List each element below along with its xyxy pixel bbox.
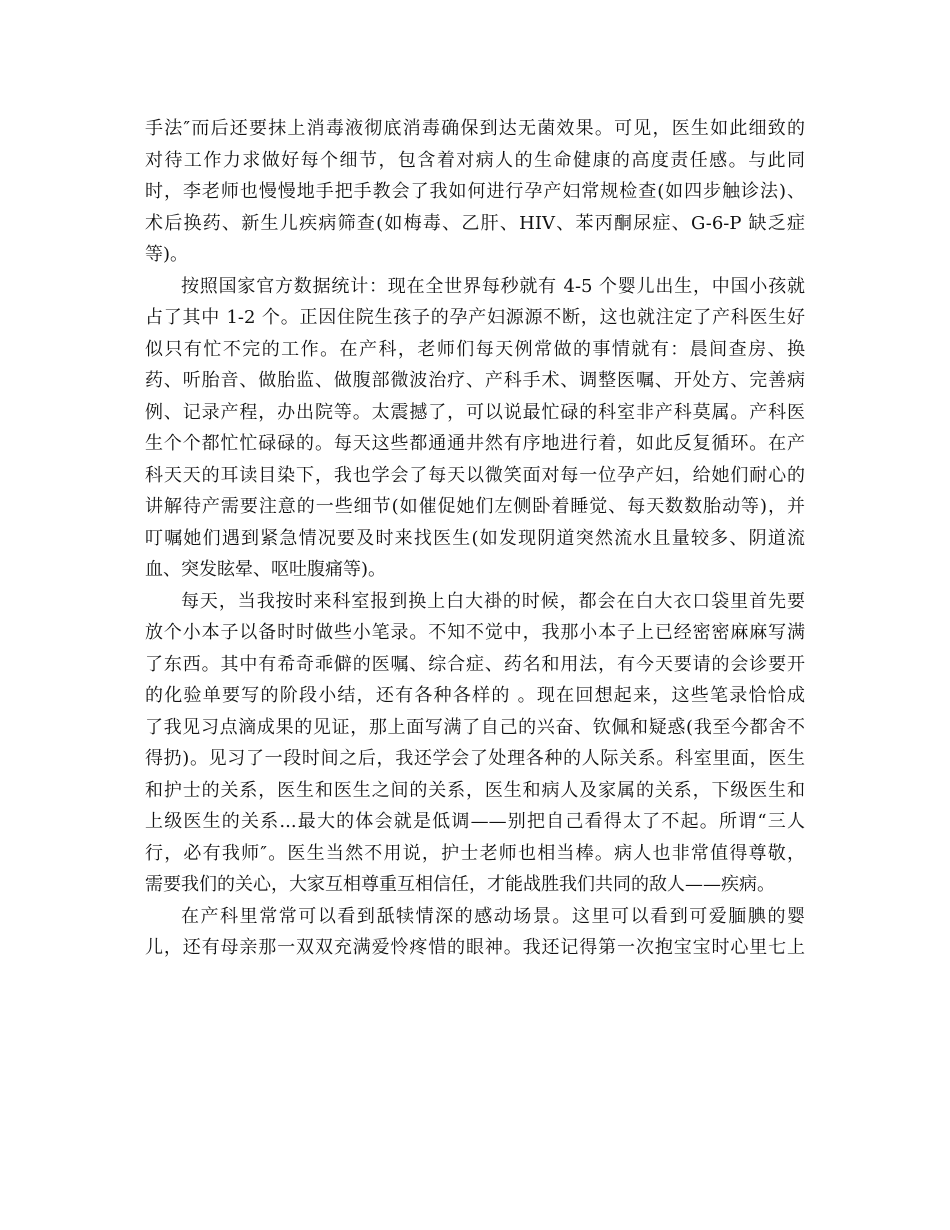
text-line: 儿，还有母亲那一双双充满爱怜疼惜的眼神。我还记得第一次抱宝宝时心里七上 bbox=[145, 937, 805, 958]
text-line: 需要我们的关心，大家互相尊重互相信任，才能战胜我们共同的敌人——疾病。 bbox=[145, 874, 775, 895]
text-line: 时，李老师也慢慢地手把手教会了我如何进行孕产妇常规检查(如四步触诊法)、 bbox=[145, 181, 805, 202]
text-line: 生个个都忙忙碌碌的。每天这些都通通井然有序地进行着，如此反复循环。在产 bbox=[145, 433, 805, 454]
text-line: 在产科里常常可以看到舐犊情深的感动场景。这里可以看到可爱腼腆的婴 bbox=[181, 905, 805, 927]
text-line: 似只有忙不完的工作。在产科，老师们每天例常做的事情就有：晨间查房、换 bbox=[145, 338, 805, 360]
text-line: 放个小本子以备时时做些小笔录。不知不觉中，我那小本子上已经密密麻麻写满 bbox=[145, 622, 805, 643]
text-line: 每天，当我按时来科室报到换上白大褂的时候，都会在白大衣口袋里首先要 bbox=[181, 590, 805, 612]
text-line: 血、突发眩晕、呕吐腹痛等)。 bbox=[145, 559, 387, 580]
document-body bbox=[145, 113, 805, 964]
text-line: 占了其中 1-2 个。正因住院生孩子的孕产妇源源不断，这也就注定了产科医生好 bbox=[145, 307, 805, 328]
text-line: 了我见习点滴成果的见证，那上面写满了自己的兴奋、钦佩和疑惑(我至今都舍不 bbox=[145, 716, 805, 738]
text-line: 等)。 bbox=[145, 244, 189, 265]
text-line: 药、听胎音、做胎监、做腹部微波治疗、产科手术、调整医嘱、开处方、完善病 bbox=[145, 370, 805, 391]
text-line: 手法″而后还要抹上消毒液彻底消毒确保到达无菌效果。可见，医生如此细致的 bbox=[145, 118, 805, 139]
text-line: 对待工作力求做好每个细节，包含着对病人的生命健康的高度责任感。与此同 bbox=[145, 149, 805, 171]
text-line: 得扔)。见习了一段时间之后，我还学会了处理各种的人际关系。科室里面，医生 bbox=[145, 748, 805, 769]
text-line: 叮嘱她们遇到紧急情况要及时来找医生(如发现阴道突然流水且量较多、阴道流 bbox=[145, 527, 805, 549]
text-line: 术后换药、新生儿疾病筛查(如梅毒、乙肝、HIV、苯丙酮尿症、G-6-P 缺乏症 bbox=[145, 212, 805, 234]
text-line: 和护士的关系，医生和医生之间的关系，医生和病人及家属的关系，下级医生和 bbox=[145, 779, 805, 801]
text-line: 行，必有我师″。医生当然不用说，护士老师也相当棒。病人也非常值得尊敬， bbox=[145, 842, 805, 864]
text-line: 按照国家官方数据统计：现在全世界每秒就有 4-5 个婴儿出生，中国小孩就 bbox=[181, 275, 805, 297]
text-line: 上级医生的关系...最大的体会就是低调——别把自己看得太了不起。所谓“三人 bbox=[145, 811, 805, 832]
text-line: 了东西。其中有希奇乖僻的医嘱、综合症、药名和用法，有今天要请的会诊要开 bbox=[145, 653, 805, 675]
text-line: 科天天的耳读目染下，我也学会了每天以微笑面对每一位孕产妇，给她们耐心的 bbox=[145, 464, 805, 486]
text-line: 讲解待产需要注意的一些细节(如催促她们左侧卧着睡觉、每天数数胎动等)，并 bbox=[145, 496, 805, 517]
text-line: 例、记录产程，办出院等。太震撼了，可以说最忙碌的科室非产科莫属。产科医 bbox=[145, 401, 805, 423]
text-line: 的化验单要写的阶段小结，还有各种各样的 。现在回想起来，这些笔录恰恰成 bbox=[145, 685, 805, 706]
